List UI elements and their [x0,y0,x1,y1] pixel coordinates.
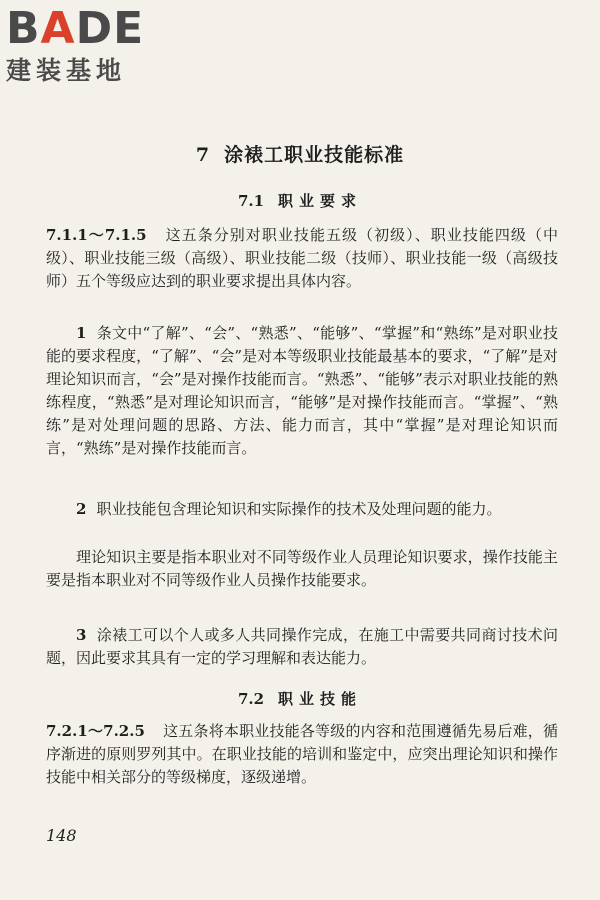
page-number: 148 [46,826,77,845]
item-number: 3 [76,626,87,644]
section-number: 7.1 [237,192,265,210]
bade-logo [6,4,176,86]
clause-text: 这五条分别对职业技能五级（初级）、职业技能四级（中级）、职业技能三级（高级）、职业技能二级（技师）、职业技能一级（高级技师）五个等级应达到的职业要求提出具体内容。 [46,226,558,290]
section-title: 职业要求 [278,192,363,210]
logo-wordmark [6,4,176,54]
chapter-heading [0,140,600,167]
chapter-number: 7 [195,144,211,166]
logo-letter-a: A [40,3,76,54]
clause-ref: 7.1.1～7.1.5 [46,226,147,244]
item-text: 职业技能包含理论知识和实际操作的技术及处理问题的能力。 [96,500,502,518]
logo-subtitle: 建装基地 [6,56,127,85]
clause-7-2-1-to-7-2-5 [46,720,558,789]
section-heading-7-1 [0,190,600,211]
item-number: 1 [76,324,87,342]
item-2-note-paragraph [46,546,558,592]
item-2-paragraph [46,498,558,521]
item-note-text: 理论知识主要是指本职业对不同等级作业人员理论知识要求，操作技能主要是指本职业对不同等级作业人员操作技能要求。 [46,548,558,589]
item-number: 2 [76,500,87,518]
logo-letters-de: DE [75,3,145,54]
chapter-title: 涂裱工职业技能标准 [224,144,405,166]
section-title: 职业技能 [278,690,363,708]
section-heading-7-2 [0,688,600,709]
item-text: 条文中“了解”、“会”、“熟悉”、“能够”、“掌握”和“熟练”是对职业技能的要求程度，“了解”、“会”是对本等级职业技能最基本的要求，“了解”是对理论知识而言，“会”是对操作技能而言。“熟悉”、“能够”表示对职业技能的熟练程度，“熟悉”是对理论知识而言，“能够”是对操作技能而言。“掌握”、“熟练”是对处理问题的思路、方法、能力而言，其中“掌握”是对理论知识而言，“熟练”是对操作技能而言。 [46,324,558,457]
section-number: 7.2 [237,690,265,708]
clause-text: 这五条将本职业技能各等级的内容和范围遵循先易后难，循序渐进的原则罗列其中。在职业技能的培训和鉴定中，应突出理论知识和操作技能中相关部分的等级梯度，逐级递增。 [46,722,558,786]
item-3-paragraph [46,624,558,670]
item-text: 涂裱工可以个人或多人共同操作完成，在施工中需要共同商讨技术问题，因此要求其具有一定的学习理解和表达能力。 [46,626,558,667]
clause-ref: 7.2.1～7.2.5 [46,722,145,740]
clause-7-1-1-to-7-1-5 [46,224,558,293]
logo-letter-b: B [6,3,41,54]
item-1-paragraph [46,322,558,460]
